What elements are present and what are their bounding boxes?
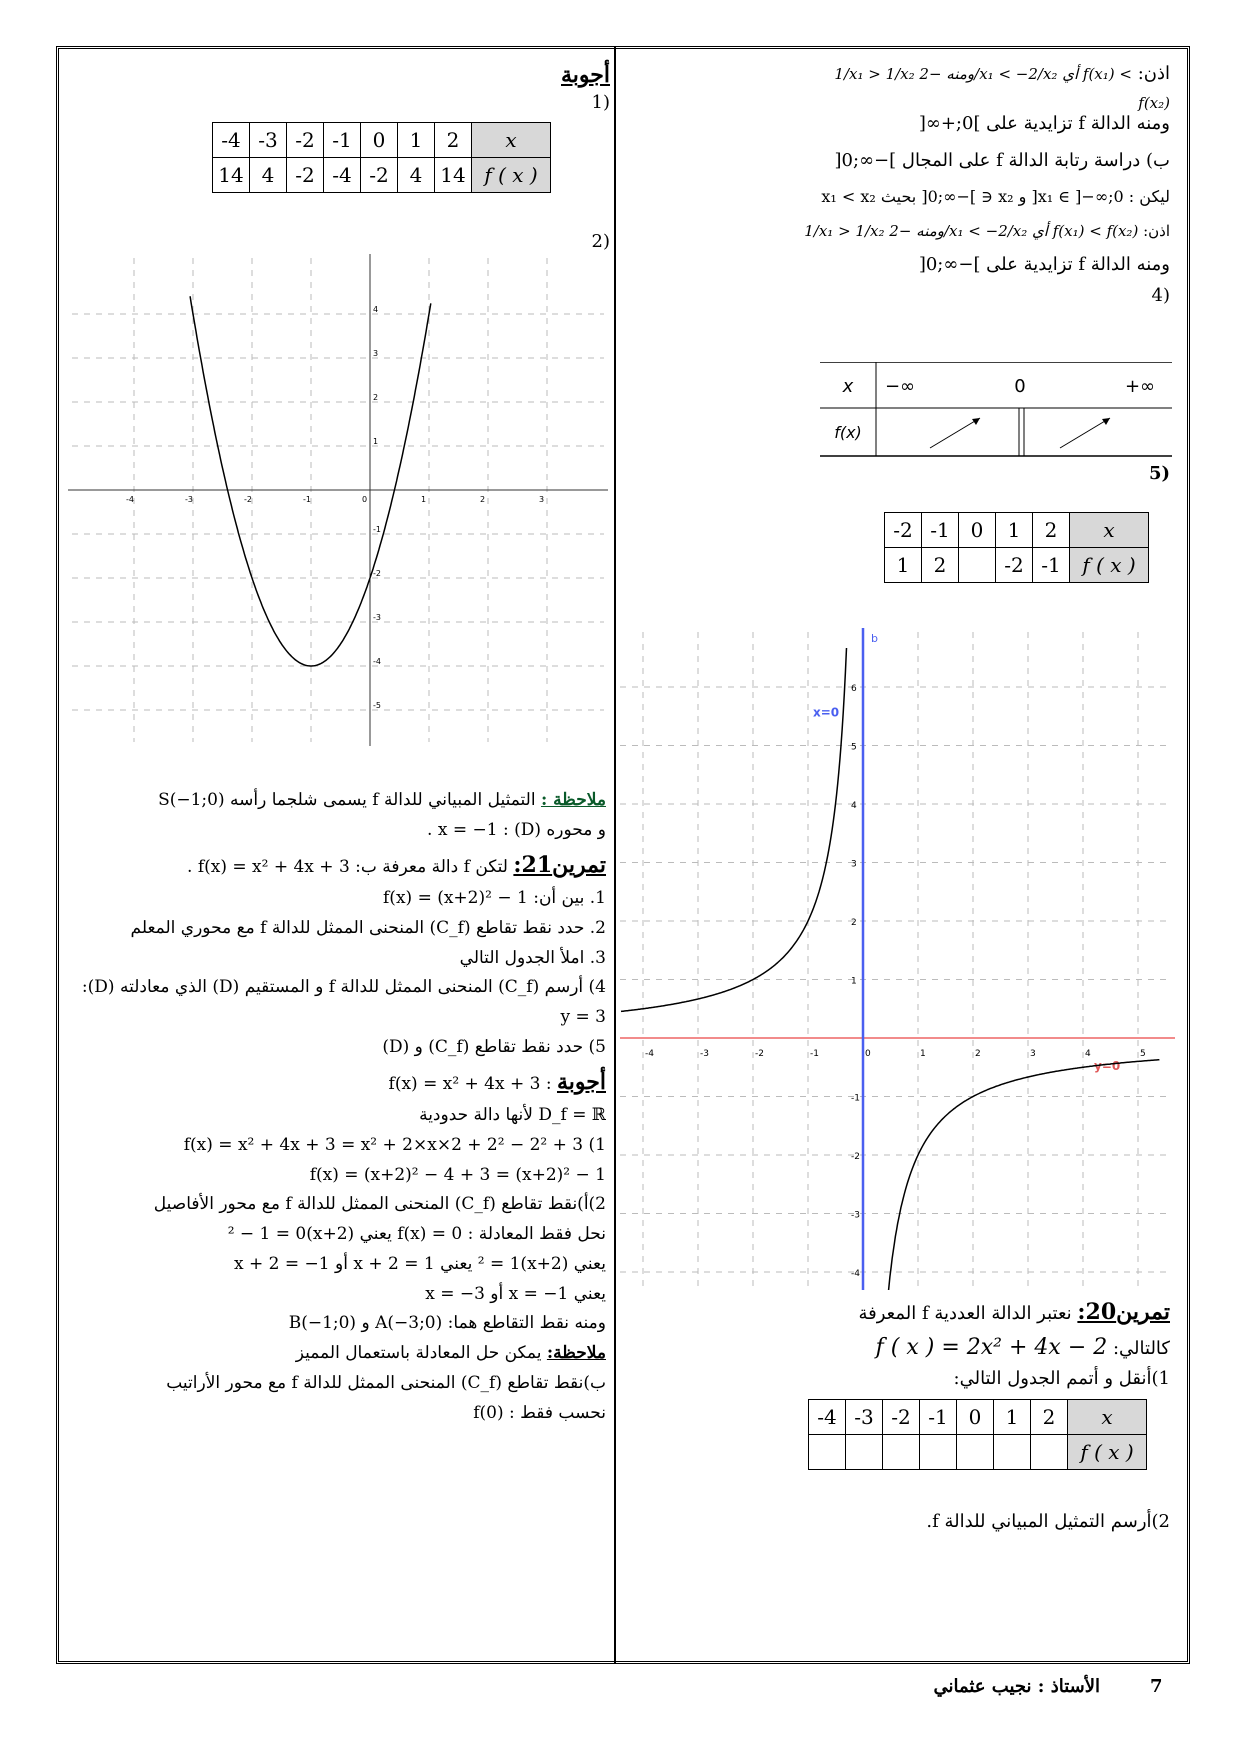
left-text-block: [76, 786, 606, 1428]
table-cell: [994, 1435, 1031, 1470]
y-tick-label: -1: [851, 1093, 860, 1104]
y-tick-label: -3: [373, 613, 381, 622]
answer-line: ب)نقط تقاطع (C_f) المنحنى الممثل للدالة f مع محور الأراتيب: [166, 1372, 606, 1393]
y-tick-label: -2: [851, 1152, 860, 1162]
text-line: ومنه الدالة f تزايدية على ]0;+∞[: [918, 113, 1170, 134]
table-cell: -1: [1033, 548, 1070, 583]
table-exercise-20: [808, 1399, 1147, 1470]
table-cell: -4: [809, 1400, 846, 1435]
exercise-20-statement: تمرين20: نعتبر الدالة العددية f المعرفة: [858, 1299, 1170, 1325]
answer-line: 1) f(x) = x² + 4x + 3 = x² + 2×x×2 + 2² − 2² + 3: [183, 1134, 606, 1155]
exercise-20: [640, 1295, 1170, 1394]
table-cell: -1: [922, 513, 959, 548]
table-cell: 1: [398, 123, 435, 158]
y-tick-label: 3: [851, 859, 857, 870]
table-cell: -2: [361, 158, 398, 193]
y-tick-label: 5: [851, 742, 857, 753]
y-tick-label: -2: [373, 569, 381, 578]
table-cell: -2: [287, 158, 324, 193]
exercise-item: 3. املأ الجدول التالي: [459, 947, 606, 968]
hyperbola-graph: [620, 628, 1175, 1290]
variation-table: [820, 362, 1172, 458]
table-cell: 14: [213, 158, 250, 193]
table-cell: -2: [883, 1400, 920, 1435]
x-tick-label: 5: [1140, 1049, 1146, 1059]
answer-line: نحسب فقط : f(0): [473, 1402, 606, 1423]
x-tick-label: -1: [810, 1049, 819, 1059]
table-cell: -2: [885, 513, 922, 548]
note-paragraph: ملاحظة : التمثيل المبياني للدالة f يسمى شلجما رأسه S(−1;0): [158, 790, 606, 810]
x-tick-label: 1: [421, 495, 427, 504]
table-cell: 4: [398, 158, 435, 193]
y-tick-label: 6: [851, 684, 857, 694]
table-header: x: [1068, 1400, 1147, 1435]
x-tick-label: -1: [303, 495, 311, 504]
text-line: ومنه الدالة f تزايدية على ]−∞;0[: [918, 254, 1170, 276]
question-number: (5: [1148, 463, 1170, 484]
table-cell: [809, 1435, 846, 1470]
x-tick-label: -4: [645, 1049, 654, 1059]
x-tick-label: -3: [700, 1049, 709, 1059]
table-header: x: [1070, 513, 1149, 548]
exercise-item: 1. بين أن: f(x) = (x+2)² − 1: [383, 888, 606, 908]
x-tick-label: -2: [244, 495, 252, 504]
note-paragraph: ملاحظة: يمكن حل المعادلة باستعمال المميز: [295, 1343, 606, 1363]
table-cell: 14: [435, 158, 472, 193]
parabola-graph: [68, 250, 608, 750]
x-tick-label: 1: [920, 1049, 926, 1059]
x-tick-label: 4: [1085, 1049, 1091, 1059]
x-tick-label: -2: [755, 1049, 764, 1059]
increasing-arrow: [930, 418, 980, 448]
table-header: f ( x ): [1070, 548, 1149, 583]
table-cell: -3: [250, 123, 287, 158]
y-tick-label: 4: [851, 801, 857, 811]
x-tick-label: 2: [480, 495, 486, 504]
exercise-20-q1: 1)أنقل و أتمم الجدول التالي:: [953, 1368, 1170, 1390]
y-tick-label: -1: [373, 525, 381, 534]
table-cell: 1: [885, 548, 922, 583]
variation-x-label: x: [842, 376, 854, 397]
exercise-20-q2: 2)أرسم التمثيل المبياني للدالة f.: [926, 1511, 1170, 1532]
footer-author: الأستاذ : نجيب عثماني: [933, 1676, 1100, 1697]
table-cell: -1: [324, 123, 361, 158]
table-cell: -4: [324, 158, 361, 193]
y-tick-label: -3: [851, 1210, 860, 1221]
asymptote-label-y: y=0: [1094, 1059, 1121, 1073]
exercise-21-statement: تمرين21: لتكن f دالة معرفة ب: f(x) = x² + 4x + 3 .: [187, 851, 606, 878]
hyperbola-branch-left: [621, 648, 847, 1011]
answer-line: D_f = ℝ لأنها دالة حدودية: [419, 1105, 606, 1125]
y-tick-label: -4: [851, 1269, 860, 1279]
table-header: f ( x ): [472, 158, 551, 193]
table-cell: 2: [435, 123, 472, 158]
table-cell: [959, 548, 996, 583]
exercise-item: 4) أرسم (C_f) المنحنى الممثل للدالة f و المستقيم (D) الذي معادلته (D): y = 3: [81, 977, 606, 1027]
answer-line: نحل فقط المعادلة : f(x) = 0 يعني (x+2)² − 1 = 0: [227, 1224, 606, 1244]
table-cell: [920, 1435, 957, 1470]
answer-line: 2)أ)نقط تقاطع (C_f) المنحنى الممثل للدالة f مع محور الأفاصيل: [153, 1194, 606, 1215]
y-tick-label: 3: [373, 349, 379, 358]
table-cell: 1: [996, 513, 1033, 548]
table-cell: 0: [361, 123, 398, 158]
table-cell: -2: [996, 548, 1033, 583]
y-tick-label: 1: [373, 437, 379, 446]
answers-title: أجوبة (1: [561, 62, 610, 114]
answer-line: يعني x = −1 أو x = −3: [425, 1283, 606, 1304]
question-number: (2: [591, 231, 610, 252]
answer-line: ومنه نقط التقاطع هما: A(−3;0) و B(−1;0): [288, 1313, 606, 1334]
x-tick-label: 2: [975, 1049, 981, 1059]
note-paragraph: و محوره (D) : x = −1 .: [427, 819, 606, 840]
table-cell: 2: [1033, 513, 1070, 548]
answer-line: يعني (x+2)² = 1 يعني x + 2 = 1 أو x + 2 = −1: [234, 1253, 606, 1274]
table-header: x: [472, 123, 551, 158]
table-cell: [846, 1435, 883, 1470]
table-cell: 1: [994, 1400, 1031, 1435]
y-tick-label: 1: [851, 976, 857, 987]
answers-21-heading: أجوبة : f(x) = x² + 4x + 3: [388, 1068, 606, 1095]
y-tick-label: 2: [851, 918, 857, 928]
parabola-curve: [190, 296, 431, 666]
table-cell: 0: [959, 513, 996, 548]
variation-fx-label: f(x): [834, 423, 862, 442]
text-line: اذن: 1/x₁ > 1/x₂ ومنه −2/x₁ < −2/x₂ أي f(x₁) < f(x₂): [834, 63, 1170, 112]
text-line: ليكن : x₁ ∈ ]−∞;0[ و x₂ ∈ ]−∞;0[ بحيث x₁ < x₂: [821, 186, 1170, 206]
hyperbola-branch-right: [887, 1060, 1160, 1290]
column-divider: [614, 46, 616, 1664]
exercise-item: 2. حدد نقط تقاطع (C_f) المنحنى الممثل للدالة f مع محوري المعلم: [130, 917, 606, 938]
variation-x-value: +∞: [1124, 376, 1156, 397]
asymptote-label-x: x=0: [813, 705, 840, 720]
x-tick-label: -3: [185, 495, 193, 504]
table-cell: 0: [957, 1400, 994, 1435]
table-question-5: [884, 512, 1149, 583]
table-cell: -3: [846, 1400, 883, 1435]
variation-x-value: −∞: [884, 376, 916, 397]
table-cell: -2: [287, 123, 324, 158]
y-tick-label: -5: [373, 701, 381, 710]
question-number: (4: [1151, 284, 1170, 306]
table-cell: 2: [1031, 1400, 1068, 1435]
page-number: 7: [1150, 1676, 1163, 1697]
table-header: f ( x ): [1068, 1435, 1147, 1470]
increasing-arrow: [1060, 418, 1110, 448]
right-column: [820, 60, 1170, 118]
table-answer-1: [212, 122, 551, 193]
table-cell: -1: [920, 1400, 957, 1435]
exercise-item: 5) حدد نقط تقاطع (C_f) و (D): [382, 1036, 606, 1057]
table-cell: [957, 1435, 994, 1470]
x-tick-label: 0: [362, 495, 368, 504]
variation-x-value: 0: [1014, 376, 1026, 397]
answer-line: f(x) = (x+2)² − 4 + 3 = (x+2)² − 1: [309, 1164, 606, 1185]
table-cell: 2: [922, 548, 959, 583]
right-text-block: [620, 110, 1170, 311]
y-tick-label: -4: [373, 657, 381, 666]
table-cell: 4: [250, 158, 287, 193]
y-tick-label: 4: [373, 305, 379, 314]
text-line: ب) دراسة رتابة الدالة f على المجال ]−∞;0[: [834, 149, 1170, 171]
x-tick-label: -4: [126, 495, 134, 504]
table-cell: [1031, 1435, 1068, 1470]
text-line: اذن: 1/x₁ > 1/x₂ ومنه −2/x₁ < −2/x₂ أي f(x₁) < f(x₂): [804, 222, 1170, 241]
x-tick-label: 0: [865, 1049, 871, 1059]
table-cell: -4: [213, 123, 250, 158]
x-tick-label: 3: [1030, 1049, 1036, 1059]
x-tick-label: 3: [539, 495, 545, 504]
table-cell: [883, 1435, 920, 1470]
y-tick-label: 2: [373, 393, 379, 402]
exercise-20-definition: كالتالي: f ( x ) = 2x² + 4x − 2: [875, 1335, 1170, 1361]
axis-label-b: b: [871, 632, 878, 645]
